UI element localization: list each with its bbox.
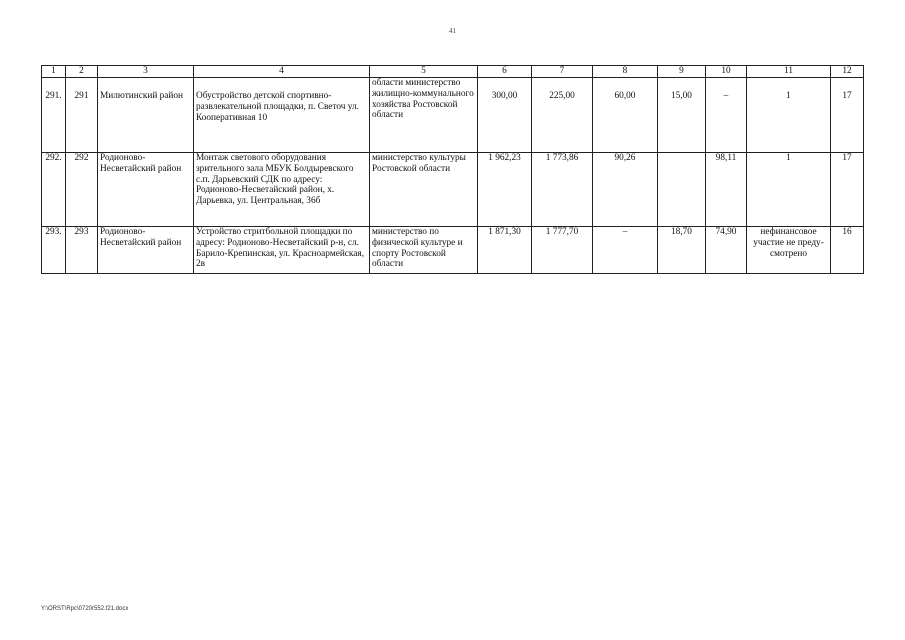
district-cell: Родионово-Несветайский район	[98, 227, 194, 274]
ministry-cell: министерство по физической культуре и спорту Ростовской области	[370, 227, 478, 274]
value-cell: 1 773,86	[532, 153, 593, 227]
value-cell: –	[593, 227, 658, 274]
ministry-cell: области министерство жилищно-коммунального хозяйства Ростовской области	[370, 78, 478, 153]
value-cell: нефинансовое участие не преду-смотрено	[747, 227, 831, 274]
value-cell: 1 871,30	[478, 227, 532, 274]
value-cell: 15,00	[658, 78, 706, 153]
data-table	[41, 65, 864, 274]
district-cell: Родионово-Несветайский район	[98, 153, 194, 227]
ministry-cell: министерство культуры Ростовской области	[370, 153, 478, 227]
row-number: 293	[66, 227, 98, 274]
value-cell: 17	[831, 78, 864, 153]
row-index: 292.	[42, 153, 66, 227]
value-cell: 1 962,23	[478, 153, 532, 227]
row-index: 293.	[42, 227, 66, 274]
column-header: 10	[706, 66, 747, 78]
column-header: 9	[658, 66, 706, 78]
column-header: 2	[66, 66, 98, 78]
value-cell: 90,26	[593, 153, 658, 227]
description-cell: Устройство стритбольной площадки по адресу: Родионово-Несветайский р-н, сл. Барило-Крепинская, ул. Красноармейская, 2в	[194, 227, 370, 274]
page-number: 41	[449, 27, 456, 35]
value-cell: 60,00	[593, 78, 658, 153]
value-cell: 18,70	[658, 227, 706, 274]
value-cell: 225,00	[532, 78, 593, 153]
table-header-row	[42, 66, 864, 78]
column-header: 4	[194, 66, 370, 78]
value-cell: 1 777,70	[532, 227, 593, 274]
value-cell: 16	[831, 227, 864, 274]
description-cell: Монтаж светового оборудования зрительного зала МБУК Болдыревского с.п. Дарьевский СДК по адресу: Родионово-Несветайский район, х. Дарьевка, ул. Центральная, 36б	[194, 153, 370, 227]
row-index: 291.	[42, 78, 66, 153]
value-cell: 1	[747, 153, 831, 227]
value-cell	[658, 153, 706, 227]
column-header: 6	[478, 66, 532, 78]
table-row	[42, 153, 864, 227]
column-header: 3	[98, 66, 194, 78]
column-header: 7	[532, 66, 593, 78]
column-header: 12	[831, 66, 864, 78]
column-header: 5	[370, 66, 478, 78]
value-cell: 17	[831, 153, 864, 227]
value-cell: 98,11	[706, 153, 747, 227]
row-number: 292	[66, 153, 98, 227]
file-path-footer: Y:\ORST\Rpc\0720r552.f21.docx	[41, 606, 129, 612]
district-cell: Милютинский район	[98, 78, 194, 153]
table-row	[42, 78, 864, 153]
value-cell: 300,00	[478, 78, 532, 153]
row-number: 291	[66, 78, 98, 153]
value-cell: 74,90	[706, 227, 747, 274]
value-cell: 1	[747, 78, 831, 153]
column-header: 11	[747, 66, 831, 78]
table-row	[42, 227, 864, 274]
column-header: 1	[42, 66, 66, 78]
value-cell: –	[706, 78, 747, 153]
description-cell: Обустройство детской спортивно-развлекательной площадки, п. Светоч ул. Кооперативная 10	[194, 78, 370, 153]
column-header: 8	[593, 66, 658, 78]
